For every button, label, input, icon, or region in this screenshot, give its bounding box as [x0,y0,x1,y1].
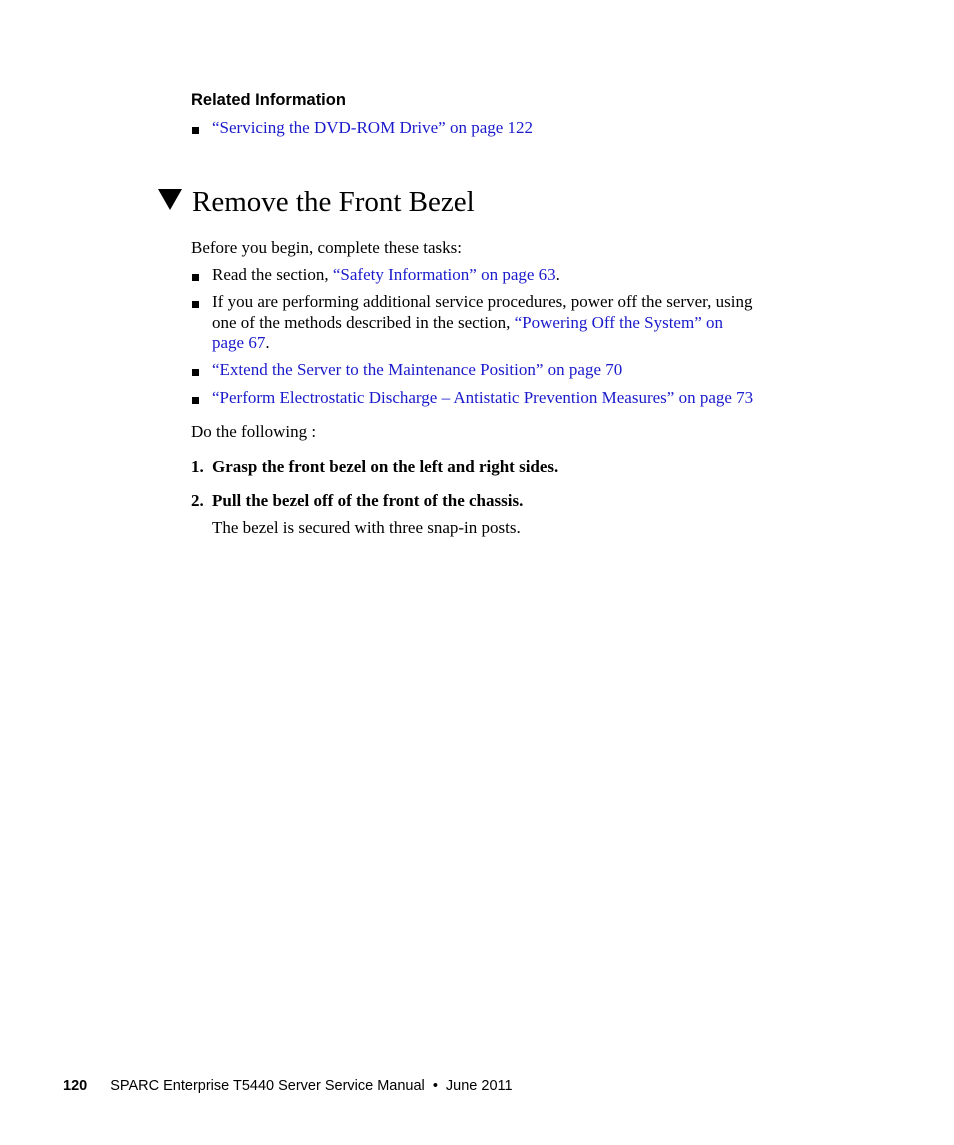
footer-date: June 2011 [445,1078,513,1094]
link-powering-off-system[interactable]: “Powering Off the System” on [514,313,723,332]
page-footer [63,1078,513,1094]
link-extend-server-maintenance[interactable]: “Extend the Server to the Maintenance Position” on page 70 [212,360,623,379]
link-safety-information[interactable]: “Safety Information” on page 63 [332,265,556,284]
prereq-text: Read the section, [212,265,333,284]
related-information-heading: Related Information [191,91,346,109]
section-title [158,186,475,219]
bullet-icon [192,301,199,308]
link-perform-esd[interactable]: “Perform Electrostatic Discharge – Antistatic Prevention Measures” on page 73 [212,388,754,407]
prereq-suffix: . [265,333,270,352]
prereq-power-off-line2 [212,313,723,334]
triangle-down-icon [158,189,182,210]
footer-separator: • [432,1078,438,1094]
step-text: Grasp the front bezel on the left and right sides. [212,457,559,476]
section-title-text: Remove the Front Bezel [192,186,475,218]
bullet-icon [192,127,199,134]
footer-doc-title: SPARC Enterprise T5440 Server Service Manual [110,1078,425,1094]
step-1 [191,457,558,478]
link-servicing-dvd-rom-drive[interactable]: “Servicing the DVD-ROM Drive” on page 122 [212,118,534,137]
intro-text: Before you begin, complete these tasks: [191,238,462,257]
bullet-icon [192,369,199,376]
prereq-text: one of the methods described in the section, [212,313,515,332]
link-powering-off-system-page[interactable]: page 67 [212,333,266,352]
bullet-icon [192,397,199,404]
do-following-text: Do the following : [191,422,317,441]
prereq-suffix: . [555,265,560,284]
step-2-note: The bezel is secured with three snap-in posts. [212,518,521,537]
prereq-power-off-line1: If you are performing additional service procedures, power off the server, using [212,292,753,311]
step-text: Pull the bezel off of the front of the chassis. [212,491,524,510]
step-2 [191,491,523,512]
step-number: 1. [191,457,204,476]
prereq-power-off-line3 [212,333,270,354]
step-number: 2. [191,491,204,510]
bullet-icon [192,274,199,281]
page-number: 120 [63,1078,88,1094]
prereq-safety [212,265,560,286]
